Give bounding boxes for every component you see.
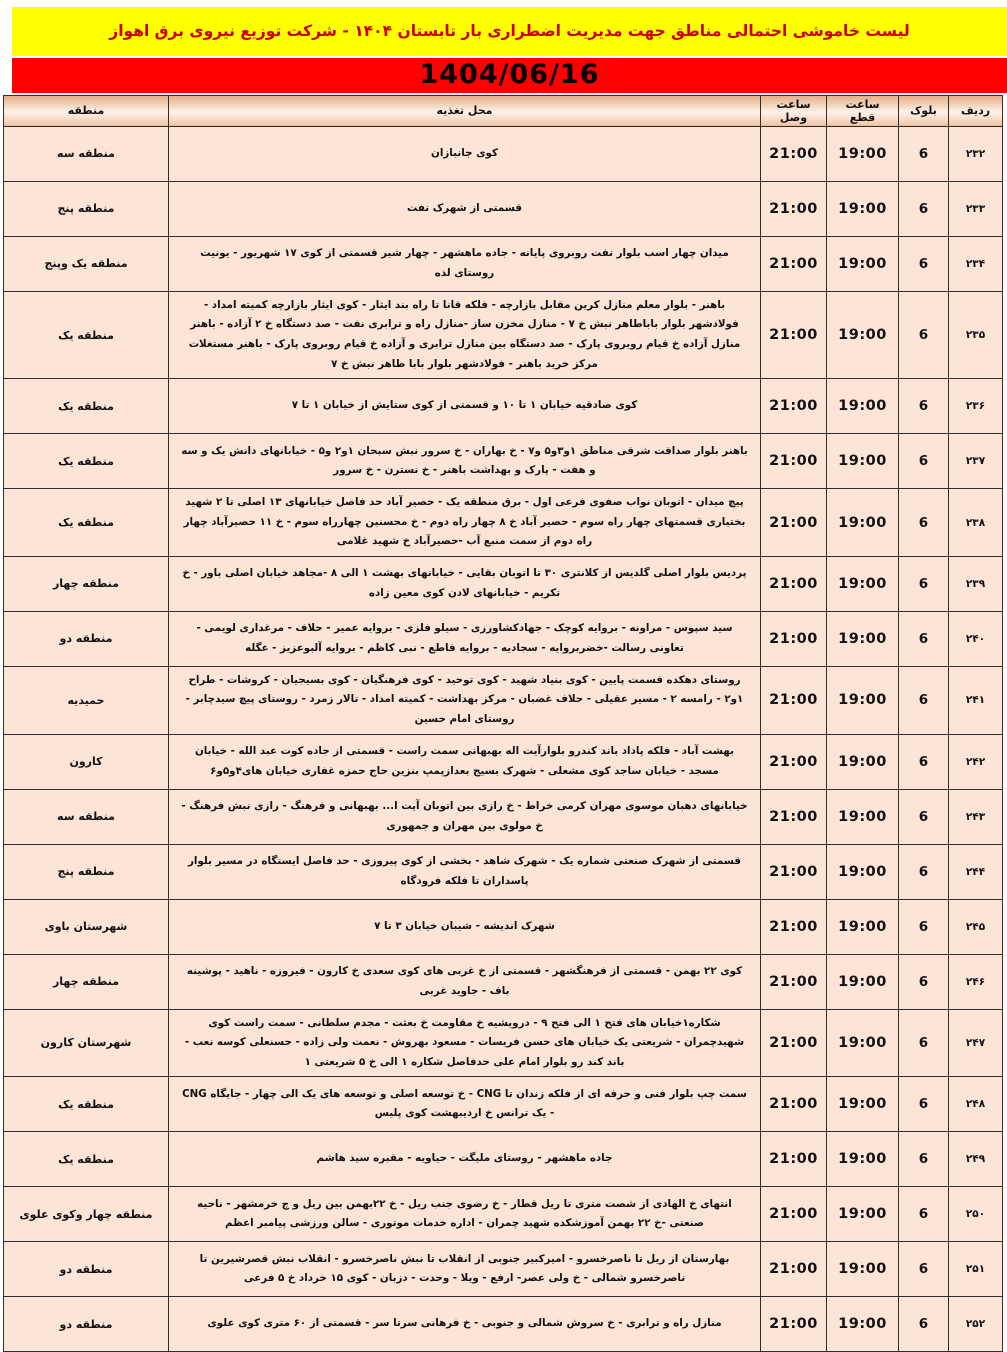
column-header-connect: ساعت وصل <box>761 95 827 126</box>
row-number-cell: ۲۴۸ <box>949 1077 1003 1132</box>
feeder-cell: باهنر بلوار صداقت شرقی مناطق ۱و۳و۵ و۷ - خ بهاران - خ سرور نبش سبحان ۱و۲ و۵ - خیابانهای دانش یک و سه و هفت - پارک و بهداشت باهنر - خ نسترن - خ سرور <box>169 434 761 489</box>
table-row <box>4 899 1003 954</box>
region-cell: شهرستان باوی <box>4 899 169 954</box>
block-cell: 6 <box>899 379 949 434</box>
block-cell: 6 <box>899 434 949 489</box>
connect-time-cell: 21:00 <box>761 844 827 899</box>
cut-time-cell: 19:00 <box>827 489 899 557</box>
cut-time-cell: 19:00 <box>827 434 899 489</box>
block-cell: 6 <box>899 1077 949 1132</box>
region-cell: منطقه یک <box>4 379 169 434</box>
block-cell: 6 <box>899 734 949 789</box>
block-cell: 6 <box>899 844 949 899</box>
connect-time-cell: 21:00 <box>761 181 827 236</box>
cut-time-cell: 19:00 <box>827 1242 899 1297</box>
block-cell: 6 <box>899 1132 949 1187</box>
connect-time-cell: 21:00 <box>761 1242 827 1297</box>
cut-time-cell: 19:00 <box>827 1297 899 1352</box>
connect-time-cell: 21:00 <box>761 734 827 789</box>
cut-time-cell: 19:00 <box>827 1077 899 1132</box>
connect-time-cell: 21:00 <box>761 556 827 611</box>
connect-time-cell: 21:00 <box>761 126 827 181</box>
cut-time-cell: 19:00 <box>827 126 899 181</box>
table-row <box>4 556 1003 611</box>
region-cell: منطقه سه <box>4 789 169 844</box>
block-cell: 6 <box>899 954 949 1009</box>
region-cell: منطقه سه <box>4 126 169 181</box>
table-row <box>4 489 1003 557</box>
cut-time-cell: 19:00 <box>827 954 899 1009</box>
cut-time-cell: 19:00 <box>827 611 899 666</box>
row-number-cell: ۲۵۲ <box>949 1297 1003 1352</box>
block-cell: 6 <box>899 291 949 378</box>
feeder-cell: روستای دهکده قسمت پایین - کوی بنیاد شهید - کوی توحید - کوی فرهنگیان - کوی بسیجیان - کروشات - طراح ۱و۲ - رامسه ۲ - مسیر عقیلی - حلاف غضبان - مرکز بهداشت - کمیته امداد - تالار زمرد - روستای پیچ سیدچابر - روستای امام حسین <box>169 666 761 734</box>
row-number-cell: ۲۴۷ <box>949 1009 1003 1077</box>
table-header-row <box>4 95 1003 126</box>
region-cell: منطقه چهار <box>4 954 169 1009</box>
column-header-region: منطقه <box>4 95 169 126</box>
row-number-cell: ۲۳۵ <box>949 291 1003 378</box>
connect-time-cell: 21:00 <box>761 489 827 557</box>
row-number-cell: ۲۳۶ <box>949 379 1003 434</box>
connect-time-cell: 21:00 <box>761 666 827 734</box>
table-row <box>4 236 1003 291</box>
feeder-cell: سید سپوس - مراونه - بروایه کوچک - جهادکشاورزی - سیلو فلزی - بروایه عمیر - حلاف - مرغداری لویمی - تعاونی رسالت -خضربروایه - سجادیه - بروایه قاطع - نبی کاظم - بروایه آلبوعزیز - عگله <box>169 611 761 666</box>
cut-time-cell: 19:00 <box>827 844 899 899</box>
feeder-cell: کوی صادقیه خیابان ۱ تا ۱۰ و قسمتی از کوی ستایش از خیابان ۱ تا ۷ <box>169 379 761 434</box>
block-cell: 6 <box>899 181 949 236</box>
connect-time-cell: 21:00 <box>761 1009 827 1077</box>
table-row <box>4 1187 1003 1242</box>
region-cell: منطقه یک <box>4 434 169 489</box>
region-cell: شهرستان کارون <box>4 1009 169 1077</box>
feeder-cell: شهرک اندیشه - شیبان خیابان ۳ تا ۷ <box>169 899 761 954</box>
region-cell: منطقه یک <box>4 1077 169 1132</box>
column-header-radif: ردیف <box>949 95 1003 126</box>
row-number-cell: ۲۴۱ <box>949 666 1003 734</box>
row-number-cell: ۲۴۲ <box>949 734 1003 789</box>
block-cell: 6 <box>899 1242 949 1297</box>
page-title: لیست خاموشی احتمالی مناطق جهت مدیریت اضطراری بار تابستان ۱۴۰۴ - شرکت توزیع نیروی برق اهواز <box>12 7 1007 56</box>
connect-time-cell: 21:00 <box>761 611 827 666</box>
table-row <box>4 434 1003 489</box>
block-cell: 6 <box>899 489 949 557</box>
block-cell: 6 <box>899 899 949 954</box>
region-cell: منطقه یک <box>4 1132 169 1187</box>
feeder-cell: کوی جانبازان <box>169 126 761 181</box>
row-number-cell: ۲۴۳ <box>949 789 1003 844</box>
region-cell: منطقه یک <box>4 291 169 378</box>
connect-time-cell: 21:00 <box>761 899 827 954</box>
region-cell: منطقه چهار <box>4 556 169 611</box>
table-row <box>4 1132 1003 1187</box>
connect-time-cell: 21:00 <box>761 1077 827 1132</box>
table-row <box>4 1297 1003 1352</box>
table-row <box>4 379 1003 434</box>
feeder-cell: قسمتی از شهرک نفت <box>169 181 761 236</box>
row-number-cell: ۲۵۱ <box>949 1242 1003 1297</box>
table-row <box>4 954 1003 1009</box>
region-cell: منطقه پنج <box>4 844 169 899</box>
cut-time-cell: 19:00 <box>827 899 899 954</box>
block-cell: 6 <box>899 789 949 844</box>
cut-time-cell: 19:00 <box>827 789 899 844</box>
region-cell: منطقه یک <box>4 489 169 557</box>
cut-time-cell: 19:00 <box>827 236 899 291</box>
connect-time-cell: 21:00 <box>761 1132 827 1187</box>
connect-time-cell: 21:00 <box>761 379 827 434</box>
block-cell: 6 <box>899 1297 949 1352</box>
row-number-cell: ۲۳۷ <box>949 434 1003 489</box>
connect-time-cell: 21:00 <box>761 1297 827 1352</box>
row-number-cell: ۲۴۴ <box>949 844 1003 899</box>
feeder-cell: جاده ماهشهر - روستای ملیگت - حیاویه - مقبره سید هاشم <box>169 1132 761 1187</box>
row-number-cell: ۲۳۳ <box>949 181 1003 236</box>
feeder-cell: پردیس بلوار اصلی گلدیس از کلانتری ۳۰ تا اتوبان بقایی - خیابانهای بهشت ۱ الی ۸ -مجاهد خیابان اصلی باور - خ تکریم - خیابانهای لادن کوی معین زاده <box>169 556 761 611</box>
block-cell: 6 <box>899 236 949 291</box>
connect-time-cell: 21:00 <box>761 789 827 844</box>
schedule-table-body <box>4 126 1003 1351</box>
feeder-cell: باهنر - بلوار معلم منازل کرین مقابل بازارچه - فلکه قانا تا راه بند ایثار - کوی ایثار بازارچه کمیته امداد - فولادشهر بلوار باباطاهر نبش خ ۷ - منازل مخزن ساز -منازل راه و ترابری نفت - صد دستگاه خ ۲ آزاده - باهنر منازل آزاده خ قیام روبروی پارک - صد دستگاه بین منازل ترابری و آزاده خ قیام روبروی پارک - باهنر مستغلات مرکز خرید باهنر - فولادشهر بلوار بابا طاهر نبش خ ۷ <box>169 291 761 378</box>
connect-time-cell: 21:00 <box>761 291 827 378</box>
table-row <box>4 1077 1003 1132</box>
cut-time-cell: 19:00 <box>827 181 899 236</box>
table-row <box>4 291 1003 378</box>
row-number-cell: ۲۴۶ <box>949 954 1003 1009</box>
region-cell: کارون <box>4 734 169 789</box>
cut-time-cell: 19:00 <box>827 666 899 734</box>
cut-time-cell: 19:00 <box>827 1132 899 1187</box>
row-number-cell: ۲۴۰ <box>949 611 1003 666</box>
table-row <box>4 1242 1003 1297</box>
connect-time-cell: 21:00 <box>761 1187 827 1242</box>
region-cell: منطقه چهار وکوی علوی <box>4 1187 169 1242</box>
table-row <box>4 844 1003 899</box>
region-cell: منطقه دو <box>4 1242 169 1297</box>
connect-time-cell: 21:00 <box>761 434 827 489</box>
cut-time-cell: 19:00 <box>827 379 899 434</box>
row-number-cell: ۲۳۴ <box>949 236 1003 291</box>
cut-time-cell: 19:00 <box>827 1009 899 1077</box>
region-cell: منطقه دو <box>4 611 169 666</box>
feeder-cell: میدان چهار اسب بلوار نفت روبروی پایانه - جاده ماهشهر - چهار شیر قسمتی از کوی ۱۷ شهریور - یونیت روستای لذه <box>169 236 761 291</box>
table-row <box>4 181 1003 236</box>
connect-time-cell: 21:00 <box>761 954 827 1009</box>
feeder-cell: کوی ۲۲ بهمن - قسمتی از فرهنگشهر - قسمتی از خ غربی های کوی سعدی خ کارون - فیروزه - ناهید - پوشینه باف - جاوید غربی <box>169 954 761 1009</box>
column-header-feeder: محل تغذیه <box>169 95 761 126</box>
feeder-cell: پیچ میدان - اتوبان نواب صفوی فرعی اول - برق منطقه یک - حصیر آباد حد فاصل خیابانهای ۱۳ اصلی تا ۲ شهید بختیاری قسمتهای چهار راه سوم - حصیر آباد خ ۸ چهار راه دوم - خ محسنین چهارراه سوم - خ ۱۱ حصیرآباد چهار راه دوم از سمت منبع آب -حصیرآباد خ شهید غلامی <box>169 489 761 557</box>
date-banner: 1404/06/16 <box>12 58 1007 93</box>
cut-time-cell: 19:00 <box>827 1187 899 1242</box>
table-row <box>4 1009 1003 1077</box>
row-number-cell: ۲۳۸ <box>949 489 1003 557</box>
column-header-cut: ساعت قطع <box>827 95 899 126</box>
table-row <box>4 126 1003 181</box>
block-cell: 6 <box>899 126 949 181</box>
connect-time-cell: 21:00 <box>761 236 827 291</box>
block-cell: 6 <box>899 1009 949 1077</box>
feeder-cell: خیابانهای دهبان موسوی مهران کرمی خراط - خ رازی بین اتوبان آیت ا... بهبهانی و فرهنگ - رازی نبش فرهنگ - خ مولوی بین مهران و جمهوری <box>169 789 761 844</box>
block-cell: 6 <box>899 666 949 734</box>
feeder-cell: سمت چپ بلوار فنی و حرفه ای از فلکه زندان تا CNG - خ توسعه اصلی و توسعه های یک الی چهار - جایگاه CNG - یک ترانس خ اردیبهشت کوی پلیس <box>169 1077 761 1132</box>
row-number-cell: ۲۳۹ <box>949 556 1003 611</box>
feeder-cell: شکاره۱خیابان های فتح ۱ الی فتح ۹ - درویشیه خ مقاومت خ بعثت - مجدم سلطانی - سمت راست کوی شهیدچمران - شریعتی یک خیابان های حسن فریسات - مسعود بهروش - نعمت ولی زاده - حسنعلی کوسه نعب - باند کند رو بلوار امام علی حدفاصل شکاره ۱ الی خ ۵ شریعتی ۱ <box>169 1009 761 1077</box>
table-row <box>4 611 1003 666</box>
region-cell: منطقه دو <box>4 1297 169 1352</box>
region-cell: حمیدیه <box>4 666 169 734</box>
feeder-cell: بهشت آباد - فلکه پاداد باند کندرو بلوارآیت اله بهبهانی سمت راست - قسمتی از جاده کوت عبد الله - خیابان مسجد - خیابان ساجد کوی مشعلی - شهرک بسیج بعدازپمپ بنزین حاج حمزه غفاری خیابان های۴و۵و۶ <box>169 734 761 789</box>
table-row <box>4 666 1003 734</box>
table-row <box>4 789 1003 844</box>
outage-schedule-table <box>3 95 1003 1352</box>
feeder-cell: بهارستان از ریل تا ناصرخسرو - امیرکبیر جنوبی از انقلاب تا نبش ناصرخسرو - انقلاب نبش قصرشیرین تا ناصرخسرو شمالی - خ ولی عصر- ارفع - ویلا - وحدت - دزبان - کوی ۱۵ خرداد خ ۵ فرعی <box>169 1242 761 1297</box>
table-row <box>4 734 1003 789</box>
feeder-cell: قسمتی از شهرک صنعتی شماره یک - شهرک شاهد - بخشی از کوی پیروزی - حد فاصل ایستگاه در مسیر بلوار پاسداران تا فلکه فرودگاه <box>169 844 761 899</box>
feeder-cell: منازل راه و ترابری - خ سروش شمالی و جنوبی - خ فرهانی سرتا سر - قسمتی از ۶۰ متری کوی علوی <box>169 1297 761 1352</box>
block-cell: 6 <box>899 556 949 611</box>
cut-time-cell: 19:00 <box>827 734 899 789</box>
region-cell: منطقه یک وپنج <box>4 236 169 291</box>
block-cell: 6 <box>899 611 949 666</box>
feeder-cell: انتهای خ الهادی از شصت متری تا ریل قطار - خ رضوی جنب ریل - خ ۲۲بهمن بین ریل و چ خرمشهر - ناحیه صنعتی -خ ۲۲ بهمن آموزشکده شهید چمران - اداره خدمات موتوری - سالن ورزشی پیامبر اعظم <box>169 1187 761 1242</box>
column-header-block: بلوک <box>899 95 949 126</box>
region-cell: منطقه پنج <box>4 181 169 236</box>
row-number-cell: ۲۴۵ <box>949 899 1003 954</box>
cut-time-cell: 19:00 <box>827 556 899 611</box>
row-number-cell: ۲۳۲ <box>949 126 1003 181</box>
block-cell: 6 <box>899 1187 949 1242</box>
row-number-cell: ۲۵۰ <box>949 1187 1003 1242</box>
row-number-cell: ۲۴۹ <box>949 1132 1003 1187</box>
cut-time-cell: 19:00 <box>827 291 899 378</box>
